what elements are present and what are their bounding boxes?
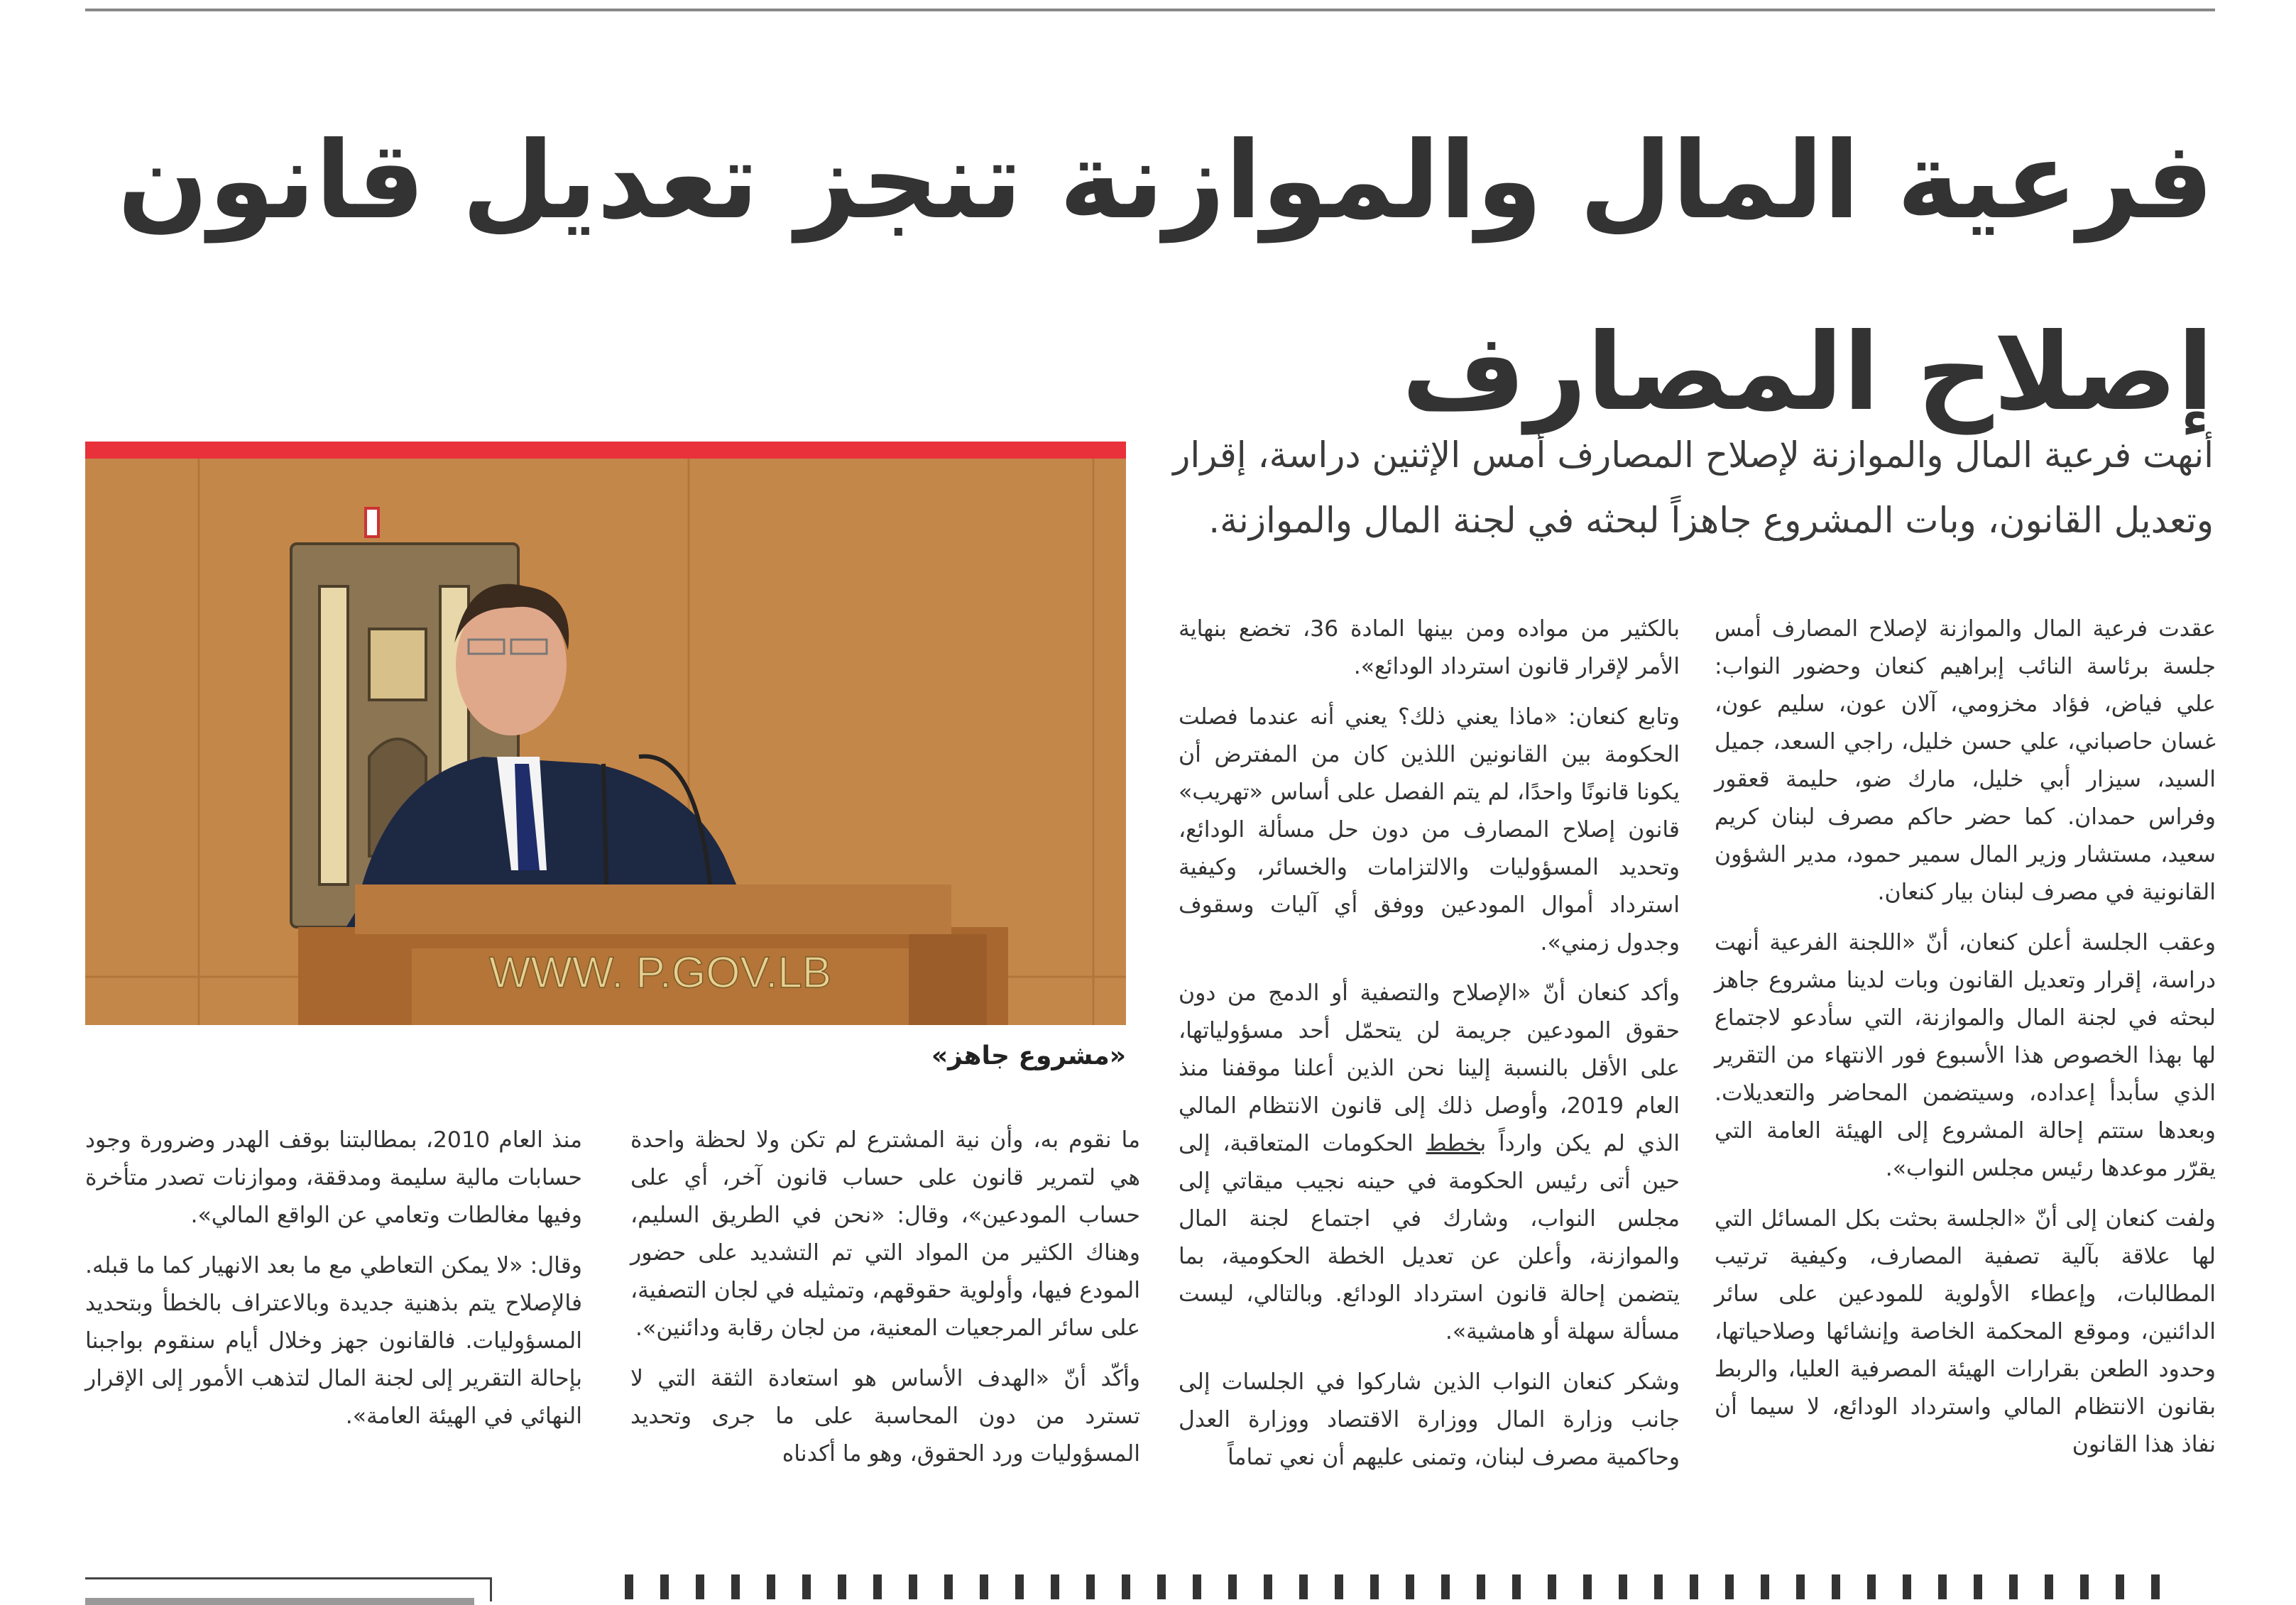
headline (84, 85, 2214, 469)
paragraph: وقال: «لا يمكن التعاطي مع ما بعد الانهيار كما ما قبله. فالإصلاح يتم بذهنية جديدة وبالاعتراف بالخطأ وبتحديد المسؤوليات. فالقانون جهز وخلال أيام سنقوم بواجبنا بإحالة التقرير إلى لجنة المال لتذهب الأمور إلى الإقرار النهائي في الهيئة العامة». (85, 1253, 582, 1429)
photo-illustration (85, 459, 1126, 1025)
photo-image (85, 459, 1126, 1025)
column-1 (1715, 610, 2216, 1477)
column-3 (630, 1122, 1140, 1486)
paragraph: ما نقوم به، وأن نية المشترع لم تكن ولا لحظة واحدة هي لتمرير قانون على حساب قانون آخر، أي على حساب المودعين»، وقال: «نحن في الطريق السليم، وهناك الكثير من المواد التي تم التشديد على حضور المودع فيها، وأولوية حقوقهم، وتمثيله في لجان التصفية، على سائر المرجعيات المعنية، من لجان رقابة ودائنين». (630, 1127, 1140, 1341)
paragraph: وتابع كنعان: «ماذا يعني ذلك؟ يعني أنه عندما فصلت الحكومة بين القانونين اللذين كان من المفترض أن يكونا قانونًا واحدًا، لم يتم الفصل على أساس «تهريب» قانون إصلاح المصارف من دون حل مسألة الودائع، وتحديد المسؤوليات والالتزامات والخسائر، وكيفية استرداد أموال المودعين ووفق أي آليات وسقوف وجدول زمني». (1179, 704, 1680, 955)
paragraph-part: وأكد كنعان أنّ «الإصلاح والتصفية أو الدمج من دون حقوق المودعين جريمة لن يتحمّل أحد مسؤولياتها، على الأقل بالنسبة إلينا نحن الذين أعلنا موقفنا منذ العام 2019، وأوصل ذلك إلى قانون الانتظام المالي الذي لم يكن وارداً (1179, 980, 1680, 1156)
podium-text: WWW. P.GOV.LB (488, 948, 832, 997)
photo-accent-bar (85, 442, 1126, 459)
paragraph: وعقب الجلسة أعلن كنعان، أنّ «اللجنة الفرعية أنهت دراسة، إقرار وتعديل القانون وبات لدينا مشروع جاهز لبحثه في لجنة المال والموازنة، التي سأدعو لاجتماع لها بهذا الخصوص هذا الأسبوع فور الانتهاء من التقرير الذي سأبدأ إعداده، وسيتضمن المحاضر والتعديلات. وبعدها ستتم إحالة المشروع إلى الهيئة العامة التي يقرّر موعدها رئيس مجلس النواب». (1715, 930, 2216, 1181)
paragraph: وأكّد أنّ «الهدف الأساس هو استعادة الثقة التي لا تسترد من دون المحاسبة على ما جرى وتحديد المسؤوليات ورد الحقوق، وهو ما أكدناه (630, 1366, 1140, 1467)
paragraph (1179, 975, 1680, 1351)
column-4 (85, 1122, 582, 1448)
photo-caption: «مشروع جاهز» (931, 1041, 1126, 1070)
paragraph-part: الحكومات المتعاقبة، إلى حين أتى رئيس الحكومة في حينه نجيب ميقاتي إلى مجلس النواب، وشارك في اجتماع لجنة المال والموازنة، وأعلن عن تعديل الخطة الحكومية، بما يتضمن إحالة قانون استرداد الودائع. وبالتالي، ليست مسألة سهلة أو هامشية». (1179, 1131, 1680, 1344)
paragraph: عقدت فرعية المال والموازنة لإصلاح المصارف أمس جلسة برئاسة النائب إبراهيم كنعان وحضور النواب: علي فياض، فؤاد مخزومي، آلان عون، سليم عون، غسان حاصباني، علي حسن خليل، راجي السعد، جميل السيد، سيزار أبي خليل، مارك ضو، حليمة قعقور وفراس حمدان. كما حضر حاكم مصرف لبنان كريم سعيد، مستشار وزير المال سمير حمود، مدير الشؤون القانونية في مصرف لبنان بيار كنعان. (1715, 616, 2216, 905)
headline-line-1: فرعية المال والموازنة تنجز تعديل قانون (117, 119, 2214, 243)
next-article-box (85, 1577, 492, 1601)
paragraph: بالكثير من مواده ومن بينها المادة 36، تخضع بنهاية الأمر لإقرار قانون استرداد الودائع». (1179, 616, 1680, 679)
paragraph: منذ العام 2010، بمطالبتنا بوقف الهدر وضرورة وجود حسابات مالية سليمة ومدققة، وموازنات تصدر متأخرة وفيها مغالطات وتعامي عن الواقع المالي». (85, 1127, 582, 1228)
next-headline-fragment (625, 1574, 2215, 1599)
underlined-word: بخطط (1426, 1131, 1487, 1156)
top-rule (85, 9, 2215, 11)
headline-line-2: إصلاح المصارف (1401, 311, 2214, 434)
paragraph: ولفت كنعان إلى أنّ «الجلسة بحثت بكل المسائل التي لها علاقة بآلية تصفية المصارف، وكيفية ترتيب المطالبات، وإعطاء الأولوية للمودعين على سائر الدائنين، وموقع المحكمة الخاصة وإنشائها وصلاحياتها، وحدود الطعن بقرارات الهيئة المصرفية العليا، والربط بقانون الانتظام المالي واسترداد الودائع، لا سيما أن نفاذ هذا القانون (1715, 1206, 2216, 1457)
column-2 (1179, 610, 1680, 1489)
paragraph: وشكر كنعان النواب الذين شاركوا في الجلسات إلى جانب وزارة المال ووزارة الاقتصاد ووزارة العدل وحاكمية مصرف لبنان، وتمنى عليهم أن نعي تماماً (1179, 1369, 1680, 1470)
lead-paragraph: أنهت فرعية المال والموازنة لإصلاح المصارف أمس الإثنين دراسة، إقرار وتعديل القانون، وبات المشروع جاهزاً لبحثه في لجنة المال والموازنة. (1173, 434, 2214, 541)
article-photo (85, 442, 1126, 1025)
